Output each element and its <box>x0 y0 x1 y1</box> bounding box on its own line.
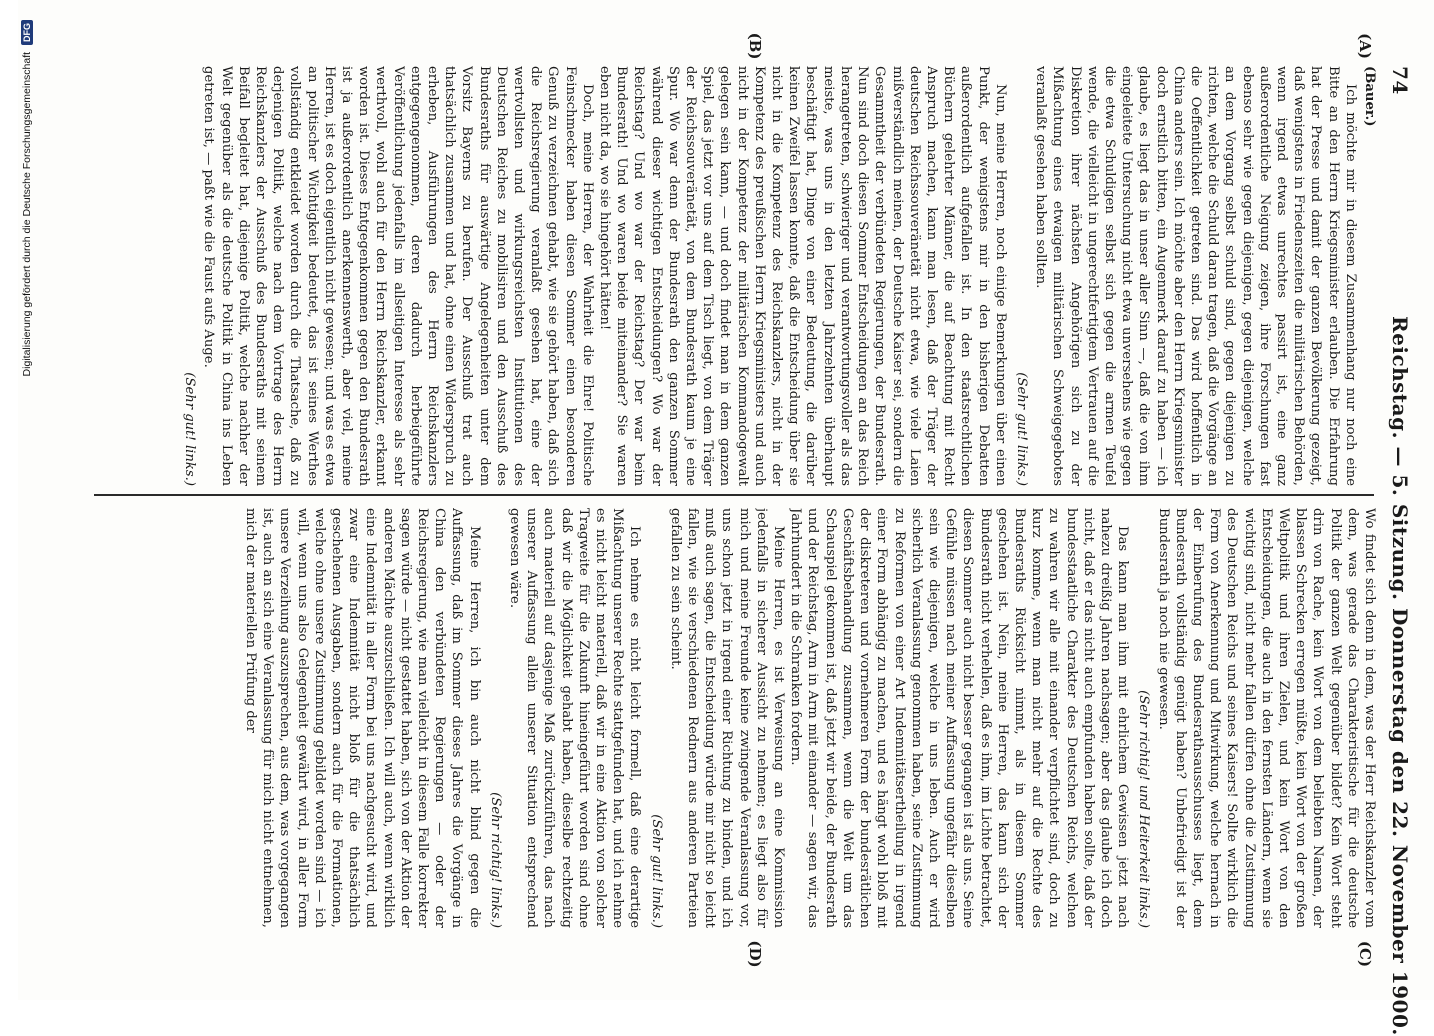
paragraph: Ich möchte mir in diesem Zusammenhang nur noch eine Bitte an den Herrn Kriegsminister erlauben. Die Erfahrung hat der Presse und damit der ganzen Bevölkerung gezeigt, daß wenigstens in Friedenszeiten die militärischen Behörden, wenn irgend etwas unrechtes passirt ist, eine ganz außerordentliche Neigung zeigen, ihre Forschungen fast ebenso sehr wie gegen diejenigen, gegen diejenigen, welche an dem Vorgang selbst schuld sind, gegen diejenigen zu richten, welche die Schuld daran tragen, daß die Vorgänge an die Oeffentlichkeit getreten sind. Das wird hoffentlich in China anders sein. Ich möchte aber den Herrn Kriegsminister doch ernstlich bitten, ein Augenmerk darauf zu haben — ich glaube, es liegt das in unser aller Sinn —, daß die von ihm eingeleitete Untersuchung nicht etwa unversehens wie gegen die etwa Schuldigen selbst sich gegen die armen Teufel wende, die vielleicht in ungerechtfertigtem Vertrauen auf die Diskretion ihrer nächsten Angehörigen sich zu der Mißachtung eines etwaigen militärischen Schweigegebotes veranlaßt gesehen haben sollten. <box>1033 66 1358 486</box>
paragraph: Wo findet sich denn in dem, was der Herr Reichskanzler vom dem, was gerade das Charakteristische für die deutsche Politik der ganzen Welt gegenüber bildet? Kein Wort steht drin von Rache, kein Wort von dem beliebten Namen, der blassen Schrecken erregen müßte, kein Wort von der großen Weltpolitik und ihren Zielen, und kein Wort von den Entscheidungen, die auch in den fernsten Ländern, wenn sie wichtig sind, nicht mehr fallen dürfen ohne die Zustimmung des Deutschen Reichs und seines Kaisers! Sollte wirklich die Form von Anerkennung und Mitwirkung, welche hernach in der Einberufung des Bundesrathsausschusses liegt, dem Bundesrath vollständig genügt haben? Unbefriedigt ist der Bundesrath ja noch nie gewesen. <box>1155 508 1377 928</box>
interjection: (Sehr gut! links.) <box>1013 372 1029 486</box>
dfg-logo: DFG <box>21 20 33 45</box>
interjection: (Sehr richtig! und Heiterkeit links.) <box>1136 690 1152 928</box>
margin-marker-b: (B) <box>746 32 764 60</box>
digitization-note <box>18 10 36 1000</box>
speaker-name: (Bauer.) <box>1362 66 1377 127</box>
right-column <box>88 508 1378 928</box>
digitization-strip <box>0 0 33 1000</box>
page-number: 74 <box>1388 66 1412 95</box>
digitization-text: Digitalisierung gefördert durch die Deutsche Forschungsgemeinschaft <box>21 51 33 377</box>
running-head <box>1386 66 1412 1036</box>
paragraph: Ich nehme es nicht leicht formell, daß eine derartige Mißachtung unserer Rechte stattgefunden hat, und ich nehme es nicht leicht materiell, daß wir in eine Aktion von solcher Tragweite für die Zukunft hineingeführt worden sind ohne daß wir die Möglichkeit gehabt haben, dieselbe rechtzeitig auch materiell auf dasjenige Maß zurückzuführen, das nach unserer Auffassung allein unserer Situation entsprechend gewesen wäre. <box>507 508 643 928</box>
paragraph: Doch, meine Herren, der Wahrheit die Ehre! Politische Feinschmecker haben diesen Sommer einen besonderen Genuß zu verzeichnen gehabt, wie sie gehört haben, daß sich die Reichsregierung veranlaßt gesehen hat, eine der wertvollsten und wirkungsreichsten Institutionen des Deutschen Reiches zu mobilisiren und den Ausschuß des Bundesraths für auswärtige Angelegenheiten unter dem Vorsitz Bayerns zu berufen. Der Ausschuß trat auch thatsächlich zusammen und hat, ohne einen Widerspruch zu erheben, Ausführungen des Herrn Reichskanzlers entgegengenommen, deren dadurch herbeigeführte Veröffentlichung jedenfalls im allseitigen Interesse als sehr werthvoll, wohl auch für den Herrn Reichskanzler, erkannt worden ist. Dieses Entgegenkommen gegen den Bundesrath ist ja außerordentlich anerkennenswerth, aber viel, meine Herren, ist es doch eigentlich nicht gewesen; und was es etwa an politischer Wichtigkeit bedeutet, das ist seines Werthes vollständig entkleidet worden durch die Thatsache, daß zu derjenigen Politik, welche nach dem Vortrage des Herrn Reichskanzlers der Ausschuß des Bundesraths mit seinem Beifall begleitet hat, diejenige Politik, welche nachher der Welt gegenüber als die deutsche Politik in China ins Leben getreten ist, — paßt wie die Faust aufs Auge. <box>201 66 595 486</box>
margin-marker-a: (A) <box>1356 33 1374 59</box>
margin-marker-c: (C) <box>1356 940 1374 968</box>
paragraph: Meine Herren, ich bin auch nicht blind gegen die Auffassung, daß im Sommer dieses Jahres die Vorgänge in China den verbündeten Regierungen — oder der Reichsregierung, wie man vielleicht in diesem Falle korrekter sagen würde — nicht gestattet haben, sich von der Aktion der anderen Mächte auszuschließen. Ich will auch, wenn wirklich eine Indemnität in aller Form bei uns nachgesucht wird, und zwar eine Indemnität nicht bloß für die thatsächlich geschehenen Ausgaben, sondern auch für die Formationen, welche ohne unsere Zustimmung gebildet worden sind — ich will, wenn uns also Gelegenheit gewährt wird, in aller Form unsere Verzeihung auszusprechen, aus dem, was vorgegangen ist, auch an sich eine Veranlassung für mich nicht entnehmen, mich der materiellen Prüfung der <box>243 508 482 928</box>
margin-marker-d: (D) <box>746 940 764 968</box>
paragraph: Meine Herren, es ist Verweisung an eine Kommission jedenfalls in sicherer Aussicht zu nehmen; es liegt also für mich und meine Freunde keine zwingende Veranlassung vor, uns schon jetzt in irgend einer Richtung zu binden, und ich muß auch sagen, die Entscheidung würde mir nicht so leicht fallen, wie sie verschiedenen Rednern aus anderen Parteien gefallen zu sein scheint. <box>667 508 787 928</box>
page-title: Reichstag. — 5. Sitzung. Donnerstag den 22. November 1900. <box>1388 316 1412 1036</box>
left-column <box>88 66 1378 486</box>
paragraph: Das kann man ihm mit ehrlichem Gewissen jetzt nach nahezu dreißig Jahren nachsagen; aber das glaube ich doch nicht, daß er das nicht auch empfunden haben sollte, daß der bundesstaatliche Charakter des Deutschen Reichs, welchen zu wahren wir alle mit einander verpflichtet sind, doch zu kurz komme, wenn man nicht mehr auf die Rechte des Bundesraths Rücksicht nimmt, als in diesem Sommer geschehen ist. Nein, meine Herren, das kann sich der Bundesrath nicht verhehlen, daß es ihm, im Lichte betrachtet, diesen Sommer auch nicht besser gegangen ist als uns. Seine Gefühle müssen nach meiner Auffassung ungefähr dieselben sein wie diejenigen, welche in uns leben. Auch er wird sicherlich Veranlassung genommen haben, seine Zustimmung zu Reformen von einer Art Indemnitätsertheilung in irgend einer Form abhängig zu machen, und es hängt wohl bloß mit der diskreteren und vornehmeren Form der bundesrätlichen Geschäftsbehandlung zusammen, wenn die Welt um das Schauspiel gekommen ist, daß jetzt wir beide, der Bundesrath und der Reichstag, Arm in Arm mit einander — sagen wir, das Jahrhundert in die Schranken fordern. <box>788 508 1131 928</box>
column-divider <box>94 494 1374 496</box>
interjection: (Sehr gut! links.) <box>182 372 198 486</box>
paragraph: Nun, meine Herren, noch einige Bemerkungen über einen Punkt, der wenigstens mir in den bisherigen Debatten außerordentlich aufgefallen ist. In den staatsrechtlichen Büchern gelehrter Männer, die auf Beachtung mit Recht Anspruch machen, kann man lesen, daß der Träger der deutschen Reichssouveränetät nicht etwa, wie viele Laien mißverständlich meinen, der Deutsche Kaiser sei, sondern die Gesammtheit der verbündeten Regierungen, der Bundesrath. Nun sind doch diesen Sommer Entscheidungen an das Reich herangetreten, schwieriger und verantwortungsvoller als das meiste, was uns in den letzten Jahrzehnten überhaupt beschäftigt hat, Dinge von einer Bedeutung, die darüber keinen Zweifel lassen konnte, daß die Entscheidung über sie nicht in die Kompetenz des Reichskanzlers, nicht in der Kompetenz des preußischen Herrn Kriegsministers und auch nicht in der Kompetenz der militärischen Kommandogewalt gelegen sein kann, — und doch findet man in dem ganzen Spiel, das jetzt vor uns auf dem Tisch liegt, von dem Träger der Reichssouveränetät, von dem Bundesrath kaum je eine Spur. Wo war denn der Bundesrath den ganzen Sommer während dieser wichtigen Entscheidungen? Wo war der Reichstag? Und wo war der Reichstag? Der war beim Bundesrath! Und wo waren beide miteinander? Sie waren eben nicht da, wo sie hingehört hätten! <box>597 66 1008 486</box>
interjection: (Sehr gut! links.) <box>648 814 664 928</box>
interjection: (Sehr richtig! links.) <box>487 792 503 928</box>
